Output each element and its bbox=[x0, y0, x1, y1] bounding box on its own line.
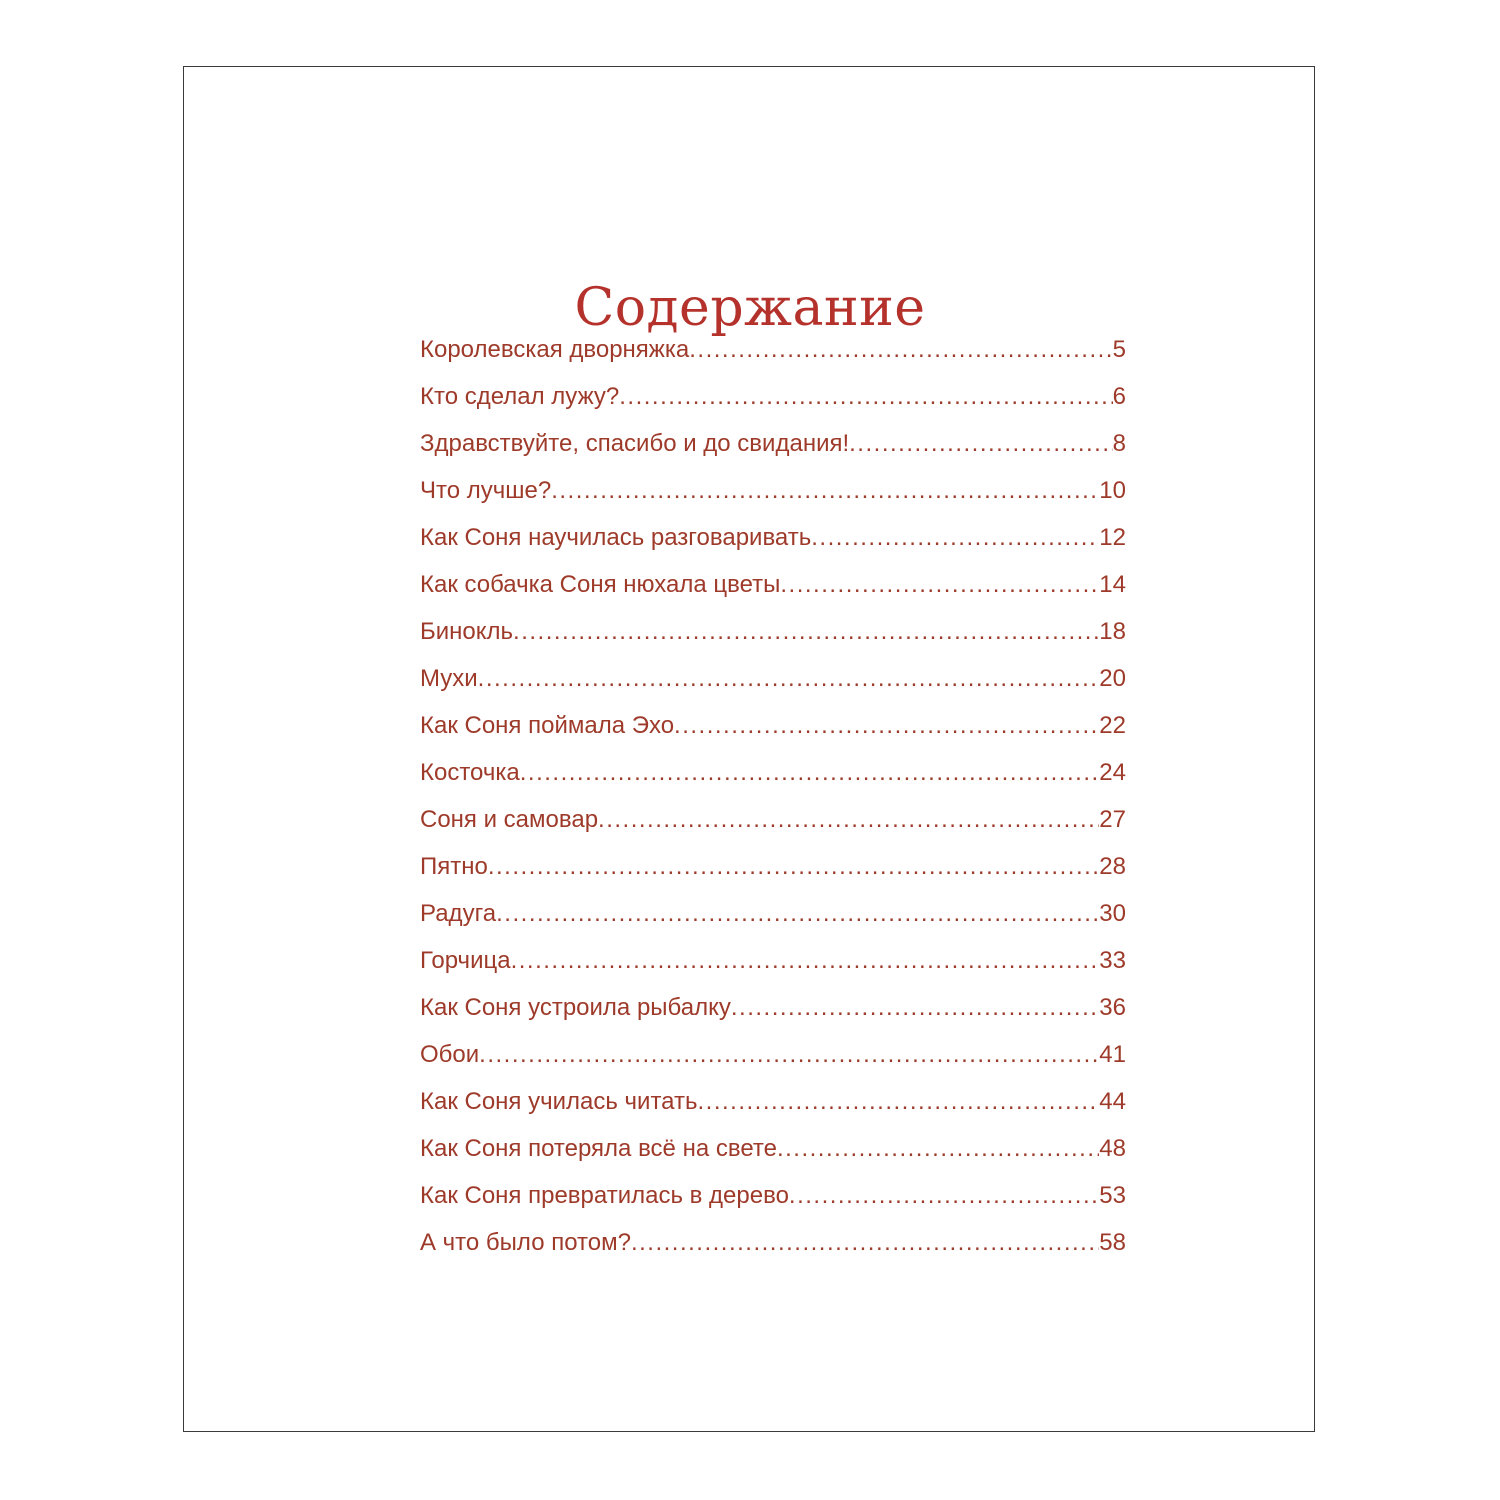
toc-entry-title: Горчица bbox=[420, 947, 511, 974]
toc-entry-page-number: 48 bbox=[1099, 1135, 1126, 1162]
toc-entry[interactable] bbox=[420, 806, 1126, 853]
toc-entry-page-number: 41 bbox=[1099, 1041, 1126, 1068]
toc-entry-page-number: 20 bbox=[1099, 665, 1126, 692]
dot-leader bbox=[689, 336, 1112, 364]
toc-entry-title: Как Соня устроила рыбалку bbox=[420, 994, 731, 1021]
toc-entry-page-number: 33 bbox=[1099, 947, 1126, 974]
dot-leader bbox=[478, 665, 1100, 693]
toc-entry[interactable] bbox=[420, 618, 1126, 665]
page-title: Содержание bbox=[574, 277, 926, 338]
dot-leader bbox=[511, 947, 1100, 975]
toc-entry[interactable] bbox=[420, 336, 1126, 383]
toc-entry-title: Как Соня потеряла всё на свете bbox=[420, 1135, 777, 1162]
dot-leader bbox=[479, 1041, 1099, 1069]
toc-entry-title: Обои bbox=[420, 1041, 480, 1068]
toc-entry-page-number: 30 bbox=[1099, 900, 1126, 927]
dot-leader bbox=[777, 1135, 1099, 1163]
toc-entry[interactable] bbox=[420, 383, 1126, 430]
toc-entry[interactable] bbox=[420, 1135, 1126, 1182]
dot-leader bbox=[849, 430, 1113, 458]
dot-leader bbox=[520, 759, 1100, 787]
toc-entry-page-number: 22 bbox=[1099, 712, 1126, 739]
dot-leader bbox=[697, 1088, 1099, 1116]
toc-entry-title: Королевская дворняжка bbox=[420, 336, 690, 363]
toc-entry-page-number: 28 bbox=[1099, 853, 1126, 880]
dot-leader bbox=[488, 853, 1099, 881]
toc-entry-page-number: 36 bbox=[1099, 994, 1126, 1021]
toc-entry-page-number: 18 bbox=[1099, 618, 1126, 645]
dot-leader bbox=[631, 1229, 1099, 1257]
toc-entry-title: Радуга bbox=[420, 900, 497, 927]
toc-entry[interactable] bbox=[420, 712, 1126, 759]
toc-entry[interactable] bbox=[420, 1229, 1126, 1276]
toc-entry[interactable] bbox=[420, 524, 1126, 571]
toc-entry[interactable] bbox=[420, 571, 1126, 618]
dot-leader bbox=[811, 524, 1099, 552]
toc-entry-title: Соня и самовар bbox=[420, 806, 599, 833]
dot-leader bbox=[789, 1182, 1099, 1210]
toc-entry-page-number: 8 bbox=[1112, 430, 1126, 457]
toc-entry-page-number: 27 bbox=[1099, 806, 1126, 833]
toc-entry[interactable] bbox=[420, 477, 1126, 524]
toc-entry-title: Косточка bbox=[420, 759, 520, 786]
toc-entry-title: А что было потом? bbox=[420, 1229, 631, 1256]
toc-entry-page-number: 58 bbox=[1099, 1229, 1126, 1256]
toc-entry-title: Как собачка Соня нюхала цветы bbox=[420, 571, 781, 598]
dot-leader bbox=[619, 383, 1112, 411]
toc-entry-title: Пятно bbox=[420, 853, 488, 880]
toc-entry-page-number: 12 bbox=[1099, 524, 1126, 551]
toc-entry-title: Здравствуйте, спасибо и до свидания! bbox=[420, 430, 850, 457]
table-of-contents bbox=[420, 336, 1126, 1276]
toc-entry-title: Что лучше? bbox=[420, 477, 552, 504]
toc-entry[interactable] bbox=[420, 430, 1126, 477]
dot-leader bbox=[598, 806, 1099, 834]
toc-entry-page-number: 24 bbox=[1099, 759, 1126, 786]
toc-entry[interactable] bbox=[420, 900, 1126, 947]
toc-entry[interactable] bbox=[420, 1088, 1126, 1135]
dot-leader bbox=[780, 571, 1099, 599]
toc-entry-page-number: 5 bbox=[1112, 336, 1126, 363]
toc-entry[interactable] bbox=[420, 853, 1126, 900]
toc-entry[interactable] bbox=[420, 759, 1126, 806]
toc-entry-title: Бинокль bbox=[420, 618, 514, 645]
toc-entry-page-number: 10 bbox=[1099, 477, 1126, 504]
toc-entry-title: Мухи bbox=[420, 665, 478, 692]
toc-entry[interactable] bbox=[420, 665, 1126, 712]
toc-entry-title: Как Соня поймала Эхо bbox=[420, 712, 675, 739]
dot-leader bbox=[731, 994, 1099, 1022]
dot-leader bbox=[513, 618, 1099, 646]
dot-leader bbox=[496, 900, 1099, 928]
toc-entry[interactable] bbox=[420, 994, 1126, 1041]
dot-leader bbox=[674, 712, 1099, 740]
toc-entry-page-number: 14 bbox=[1099, 571, 1126, 598]
toc-entry-page-number: 44 bbox=[1099, 1088, 1126, 1115]
toc-entry-title: Кто сделал лужу? bbox=[420, 383, 620, 410]
toc-entry-page-number: 53 bbox=[1099, 1182, 1126, 1209]
dot-leader bbox=[551, 477, 1099, 505]
toc-entry[interactable] bbox=[420, 947, 1126, 994]
toc-entry-title: Как Соня училась читать bbox=[420, 1088, 698, 1115]
toc-entry-title: Как Соня превратилась в дерево bbox=[420, 1182, 789, 1209]
toc-entry-page-number: 6 bbox=[1112, 383, 1126, 410]
toc-entry[interactable] bbox=[420, 1182, 1126, 1229]
toc-entry-title: Как Соня научилась разговаривать bbox=[420, 524, 812, 551]
toc-entry[interactable] bbox=[420, 1041, 1126, 1088]
